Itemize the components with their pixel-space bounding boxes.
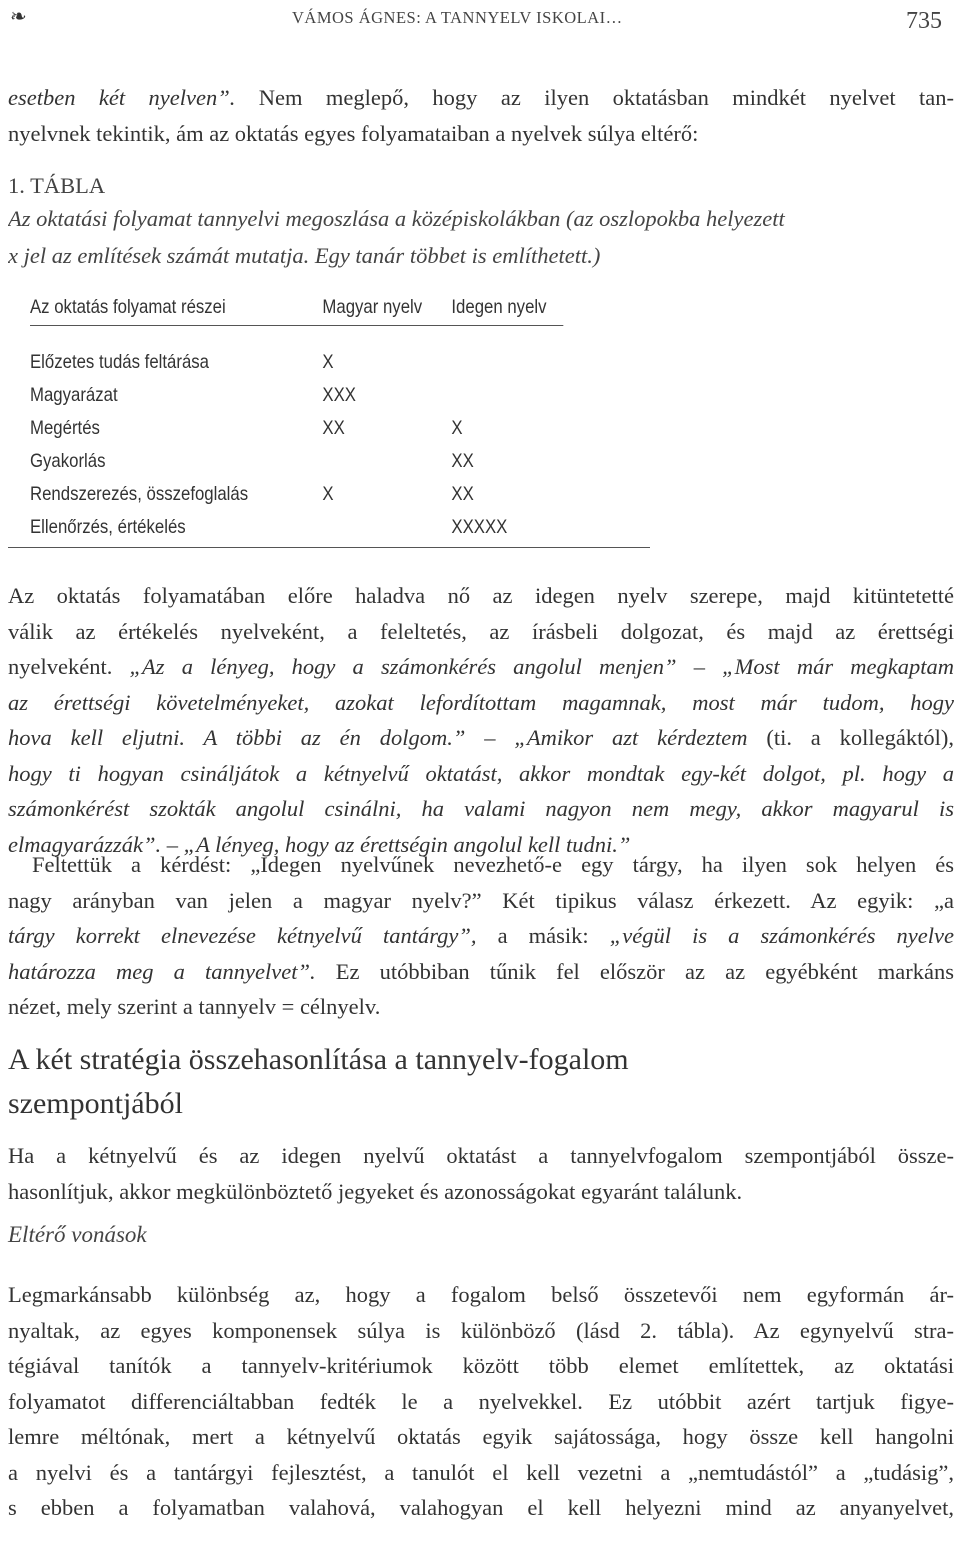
table-cell: Megértés — [30, 417, 100, 439]
table-cell — [322, 445, 451, 478]
section-intro-paragraph — [8, 1138, 954, 1209]
table-cell: Rendszerezés, összefoglalás — [30, 483, 249, 505]
table-cell: X — [322, 351, 334, 373]
quoted-phrase: esetben két nyelven”. — [8, 85, 236, 110]
heading-line: szempontjából — [8, 1087, 183, 1120]
table-cell — [322, 511, 451, 544]
table-row — [30, 326, 563, 380]
paragraph-quotes — [8, 578, 954, 862]
section-heading — [8, 1038, 629, 1126]
table-row — [30, 478, 563, 511]
text-line: lemre méltónak, mert a kétnyelvű oktatás egyik sajátossága, hogy össze kell hangolni — [8, 1424, 954, 1449]
text-line: a nyelvi és a tantárgyi fejlesztést, a tanulót el kell vezetni a „nemtudástól” a „tudásig”, — [8, 1459, 954, 1485]
quote-text: „Az a lényeg, hogy a számonkérés angolul menjen” – „Most már megkaptam — [129, 654, 954, 679]
table-row — [30, 412, 563, 445]
text-line: hasonlítjuk, akkor megkülönböztető jegyeket és azonosságokat egyaránt találunk. — [8, 1178, 743, 1204]
table-cell: Gyakorlás — [30, 450, 106, 472]
text-run: a másik: — [476, 923, 610, 948]
caption-line: Az oktatási folyamat tannyelvi megoszlása a középiskolákban (az oszlopokba helyezett — [8, 206, 785, 231]
table-title: 1. TÁBLA — [8, 173, 106, 198]
text-line — [8, 954, 954, 990]
text-line: Ha a kétnyelvű és az idegen nyelvű oktatást a tannyelvfogalom szempontjából össze- — [8, 1143, 954, 1168]
table-header-row — [30, 296, 563, 326]
leaf-ornament-icon: ❧ — [10, 6, 27, 28]
text-run: nyelveként. — [8, 654, 130, 679]
text-line — [8, 80, 954, 116]
quote-line: hogy ti hogyan csináljátok a kétnyelvű oktatást, akkor mondtak egy-két dolgot, pl. hogy a — [8, 760, 954, 786]
table-cell: Magyarázat — [30, 384, 118, 406]
text-line: Feltettük a kérdést: „Idegen nyelvűnek nevezhető-e egy tárgy, ha ilyen sok helyen és — [32, 852, 954, 877]
quote-text: „végül is a számonkérés nyelve — [609, 923, 954, 948]
table-caption — [8, 200, 954, 274]
text-line: Legmarkánsabb különbség az, hogy a fogalom belső összetevői nem egyformán ár- — [8, 1282, 954, 1307]
text-line: nyelvnek tekintik, ám az oktatás egyes folyamataiban a nyelvek súlya eltérő: — [8, 120, 699, 146]
text-line: nézet, mely szerint a tannyelv = célnyelv. — [8, 994, 381, 1019]
text-line: folyamatot differenciáltabban fedték le a nyelvekkel. Ez utóbbit azért tartjuk figye- — [8, 1388, 954, 1414]
text-line: nyaltak, az egyes komponensek súlya is különböző (lásd 2. tábla). Az egynyelvű stra- — [8, 1317, 954, 1343]
text-line — [8, 720, 954, 756]
table-row — [30, 445, 563, 478]
table-cell: X — [451, 417, 463, 439]
table-cell: XX — [451, 450, 474, 472]
table-cell: Előzetes tudás feltárása — [30, 351, 209, 373]
sub-heading: Eltérő vonások — [8, 1222, 147, 1247]
quote-line: elmagyarázzák”. – „A lényeg, hogy az érettségin angolul kell tudni.” — [8, 831, 631, 857]
table-cell: XXX — [322, 384, 356, 406]
language-distribution-table — [30, 296, 563, 544]
table-cell — [451, 379, 563, 412]
quote-line: számonkérést szokták angolul csinálni, ha valami nagyon nem megy, akkor magyarul is — [8, 796, 954, 821]
table-cell: XX — [451, 483, 474, 505]
table-row — [30, 379, 563, 412]
text-line: s ebben a folyamatban valahová, valahogyan el kell helyezni mind az anyanyelvet, — [8, 1495, 954, 1520]
column-header: Az oktatás folyamat részei — [30, 296, 322, 326]
paragraph-question — [8, 847, 954, 1025]
column-header: Idegen nyelv — [451, 296, 563, 326]
text-line — [8, 918, 954, 954]
intro-paragraph — [8, 80, 954, 151]
quote-text: hova kell eljutni. A többi az én dolgom.” – „Amikor azt kérdeztem — [8, 725, 748, 750]
page-header — [0, 0, 960, 40]
quote-text: határozza meg a tannyelvet”. — [8, 958, 316, 984]
text-line: nagy arányban van jelen a magyar nyelv?” Két tipikus válasz érkezett. Az egyik: „a — [8, 887, 954, 913]
running-head: VÁMOS ÁGNES: A TANNYELV ISKOLAI… — [292, 8, 623, 27]
table-cell: XX — [322, 417, 345, 439]
quote-text: tárgy korrekt elnevezése kétnyelvű tantárgy”, — [8, 923, 477, 948]
column-header: Magyar nyelv — [322, 296, 451, 326]
table-cell: Ellenőrzés, értékelés — [30, 516, 186, 538]
text-line: tégiával tanítók a tannyelv-kritériumok között több elemet említettek, az oktatási — [8, 1353, 954, 1378]
table-bottom-rule — [8, 547, 650, 548]
table-cell: X — [322, 483, 334, 505]
heading-line: A két stratégia összehasonlítása a tannyelv-fogalom — [8, 1043, 629, 1076]
table-cell — [451, 326, 563, 380]
text-line — [8, 649, 954, 685]
page-number: 735 — [906, 8, 942, 34]
text-line: Az oktatás folyamatában előre haladva nő az idegen nyelv szerepe, majd kitüntetetté — [8, 583, 954, 608]
text-run: Nem meglepő, hogy az ilyen oktatásban mindkét nyelvet tan- — [235, 85, 954, 110]
text-run: Ez utóbbiban tűnik fel először az az egyébként markáns — [315, 958, 954, 984]
caption-line: x jel az említések számát mutatja. Egy tanár többet is említhetett.) — [8, 243, 601, 268]
table-cell: XXXXX — [451, 516, 508, 538]
text-run: (ti. a kollegáktól), — [747, 725, 954, 750]
differences-paragraph — [8, 1277, 954, 1526]
table-row — [30, 511, 563, 544]
text-line: válik az értékelés nyelveként, a feleltetés, az írásbeli dolgozat, és majd az érettségi — [8, 618, 954, 644]
quote-line: az érettségi követelményeket, azokat lefordítottam magamnak, most már tudom, hogy — [8, 689, 954, 715]
